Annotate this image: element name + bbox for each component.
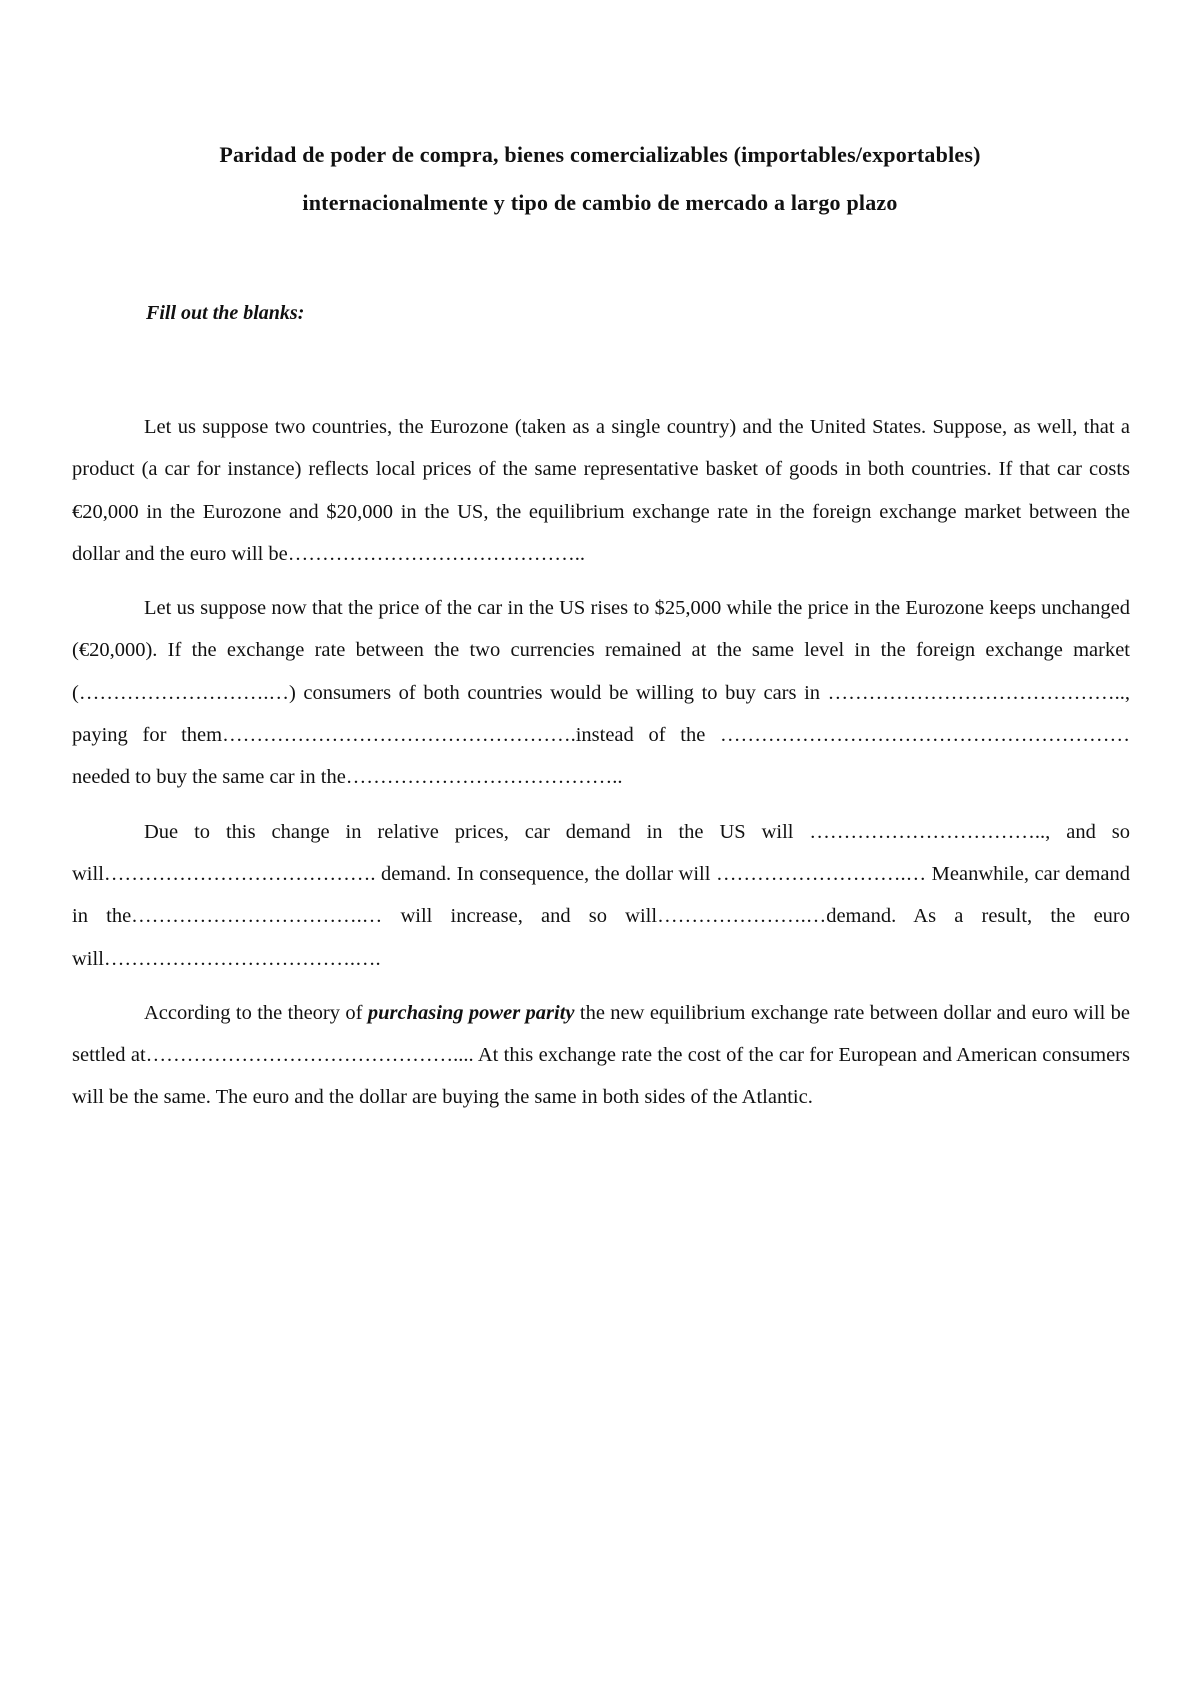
paragraph-1: Let us suppose two countries, the Eurozone (taken as a single country) and the United States. Suppose, as well, that a product (a car for instance) reflects local prices of the same representative basket of goods in both countries. If that car costs €20,000 in the Eurozone and $20,000 in the US, the equilibrium exchange rate in the foreign exchange market between the dollar and the euro will be…………………………………….. [72,416,1130,565]
paragraph-4-intro: According to the theory of [144,1001,368,1024]
paragraph-2: Let us suppose now that the price of the car in the US rises to $25,000 while the price in the Eurozone keeps unchanged (€20,000). If the exchange rate between the two currencies remained at the same level in the foreign exchange market (……………………….…) consumers of both countries would be willing to buy cars in …………………………………….., paying for them…………………………………………….instead of the …………………………………………………… needed to buy the same car in the………………………………….. [72,597,1130,789]
paragraph-4 [72,992,1130,1119]
paragraph-3: Due to this change in relative prices, car demand in the US will …………………………….., and so will…………………………………. demand. In consequence, the dollar will ……………………….… Meanwhile, car demand in the…………………………….… will increase, and so will………………….…demand. As a result, the euro will……………………………….…. [72,820,1130,970]
exercise-body [72,406,1130,1131]
title-line-2: internacionalmente y tipo de cambio de mercado a largo plazo [302,190,898,215]
document-title [72,131,1128,227]
title-line-1: Paridad de poder de compra, bienes comercializables (importables/exportables) [219,142,981,167]
paragraph-4-rest: the new equilibrium exchange rate between dollar and euro will be settled at……………………………………….... At this exchange rate the cost of the car for European and American consumers will be the same. The euro and the dollar are buying the same in both sides of the Atlantic. [72,1001,1130,1109]
key-term-ppp: purchasing power parity [367,1001,575,1024]
instruction-heading: Fill out the blanks: [146,302,305,324]
